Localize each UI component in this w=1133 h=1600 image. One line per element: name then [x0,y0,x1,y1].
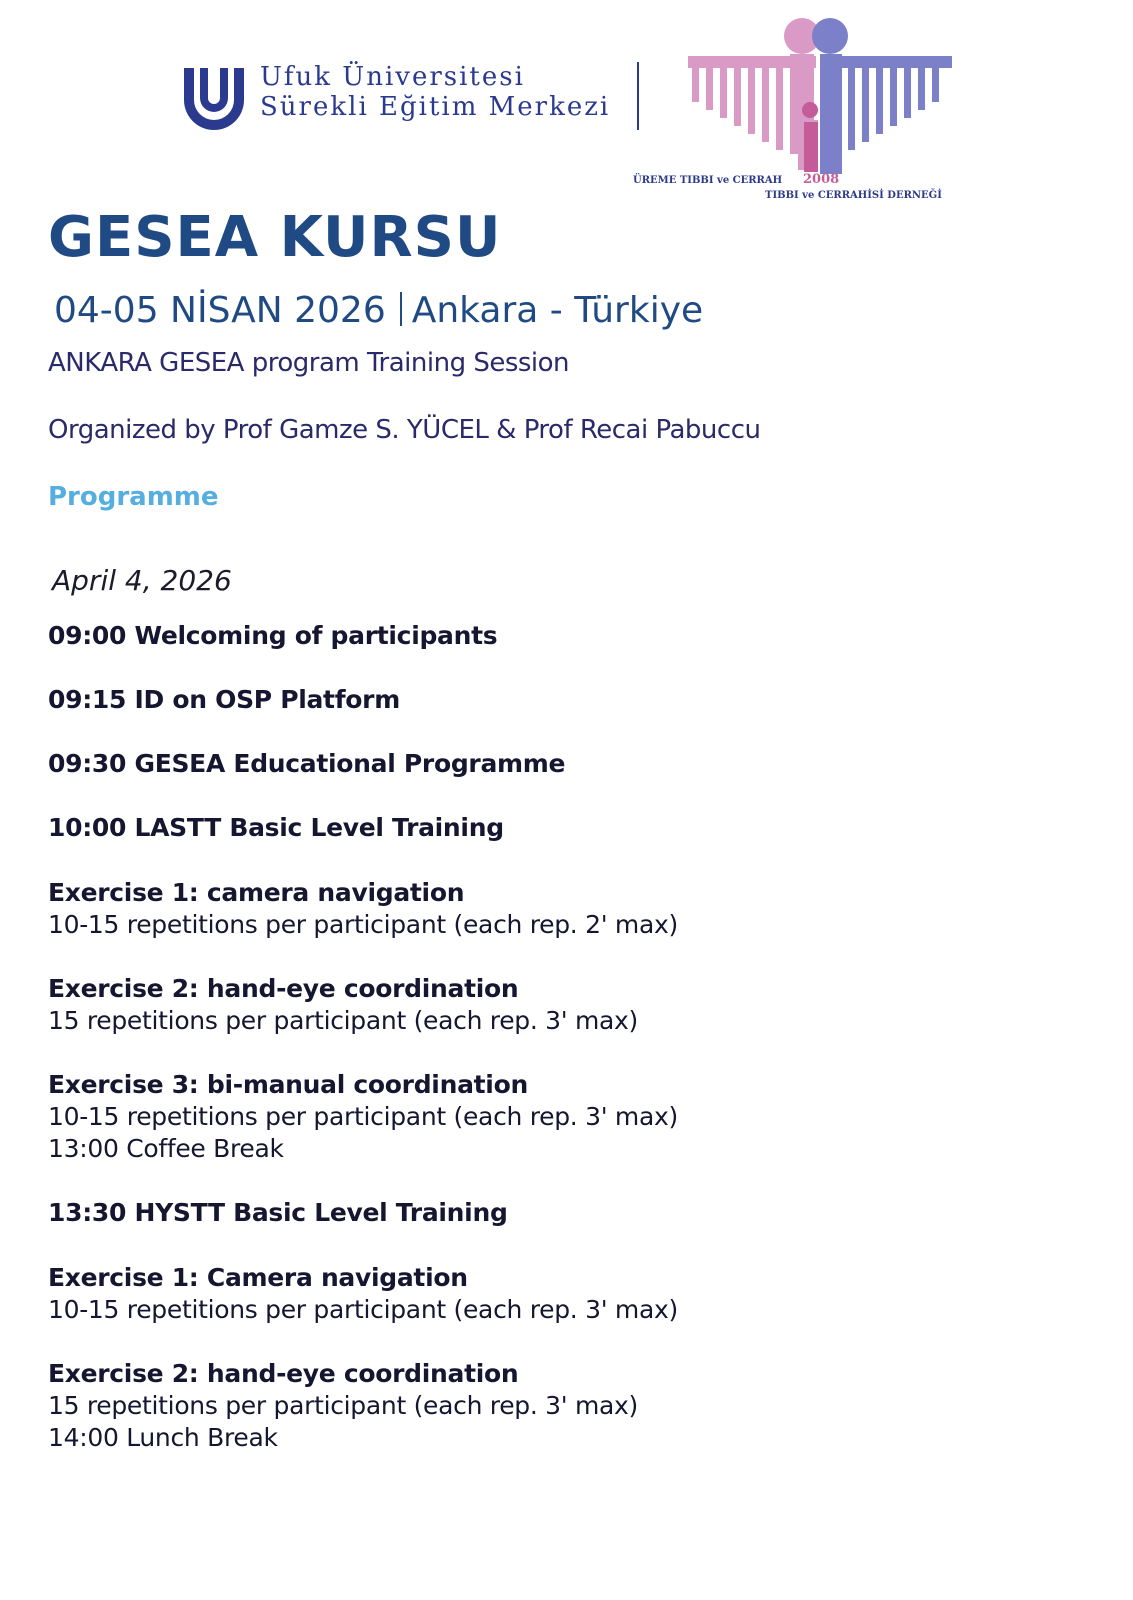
schedule-item [48,877,678,941]
schedule-item-heading: Exercise 2: hand-eye coordination [48,1359,519,1388]
schedule-item-detail: 10-15 repetitions per participant (each rep. 3' max) [48,1102,678,1131]
page-title: GESEA KURSU [48,205,502,270]
schedule-item-detail: 10-15 repetitions per participant (each rep. 2' max) [48,910,678,939]
dates-separator [400,292,402,326]
schedule-item [48,973,638,1037]
schedule-item [48,620,497,652]
schedule-item-detail: 14:00 Lunch Break [48,1423,278,1452]
university-logo-icon [178,60,250,132]
schedule-item [48,684,400,716]
schedule-item-detail: 15 repetitions per participant (each rep. 3' max) [48,1391,639,1420]
schedule-item [48,1358,638,1454]
schedule-item [48,1197,508,1229]
schedule-item-detail: 15 repetitions per participant (each rep. 3' max) [48,1006,639,1035]
society-name-line1: ÜREME TIBBI ve CERRAH [633,175,783,186]
schedule-item [48,812,504,844]
event-subtitle: ANKARA GESEA program Training Session [48,348,570,378]
schedule-item-heading: 09:30 GESEA Educational Programme [48,749,566,778]
event-location: Ankara - Türkiye [411,290,704,331]
schedule-item-heading: 09:00 Welcoming of participants [48,621,498,650]
schedule-item-heading: Exercise 1: camera navigation [48,878,465,907]
society-year: 2008 [803,172,840,187]
header-divider [637,62,639,130]
day-date: April 4, 2026 [52,564,232,597]
schedule-item-heading: Exercise 3: bi-manual coordination [48,1070,528,1099]
schedule-item-heading: Exercise 1: Camera navigation [48,1263,468,1292]
event-dates: 04-05 NİSAN 2026 [54,290,386,331]
programme-heading: Programme [48,482,219,512]
schedule-item-detail: 13:00 Coffee Break [48,1134,284,1163]
university-name [260,62,610,122]
schedule-item [48,1262,678,1326]
university-name-line1: Ufuk Üniversitesi [260,62,525,92]
society-name-line2: TIBBI ve CERRAHİSİ DERNEĞİ [765,190,942,201]
schedule-item-detail: 10-15 repetitions per participant (each rep. 3' max) [48,1295,678,1324]
schedule-item-heading: Exercise 2: hand-eye coordination [48,974,519,1003]
event-dates-line [54,290,703,331]
society-logo-icon [688,14,960,178]
schedule-item-heading: 13:30 HYSTT Basic Level Training [48,1198,508,1227]
event-organizer: Organized by Prof Gamze S. YÜCEL & Prof Recai Pabuccu [48,415,761,445]
schedule-item-heading: 09:15 ID on OSP Platform [48,685,400,714]
schedule-item [48,1069,678,1165]
schedule-item [48,748,565,780]
university-name-line2: Sürekli Eğitim Merkezi [260,92,611,122]
schedule-item-heading: 10:00 LASTT Basic Level Training [48,813,504,842]
